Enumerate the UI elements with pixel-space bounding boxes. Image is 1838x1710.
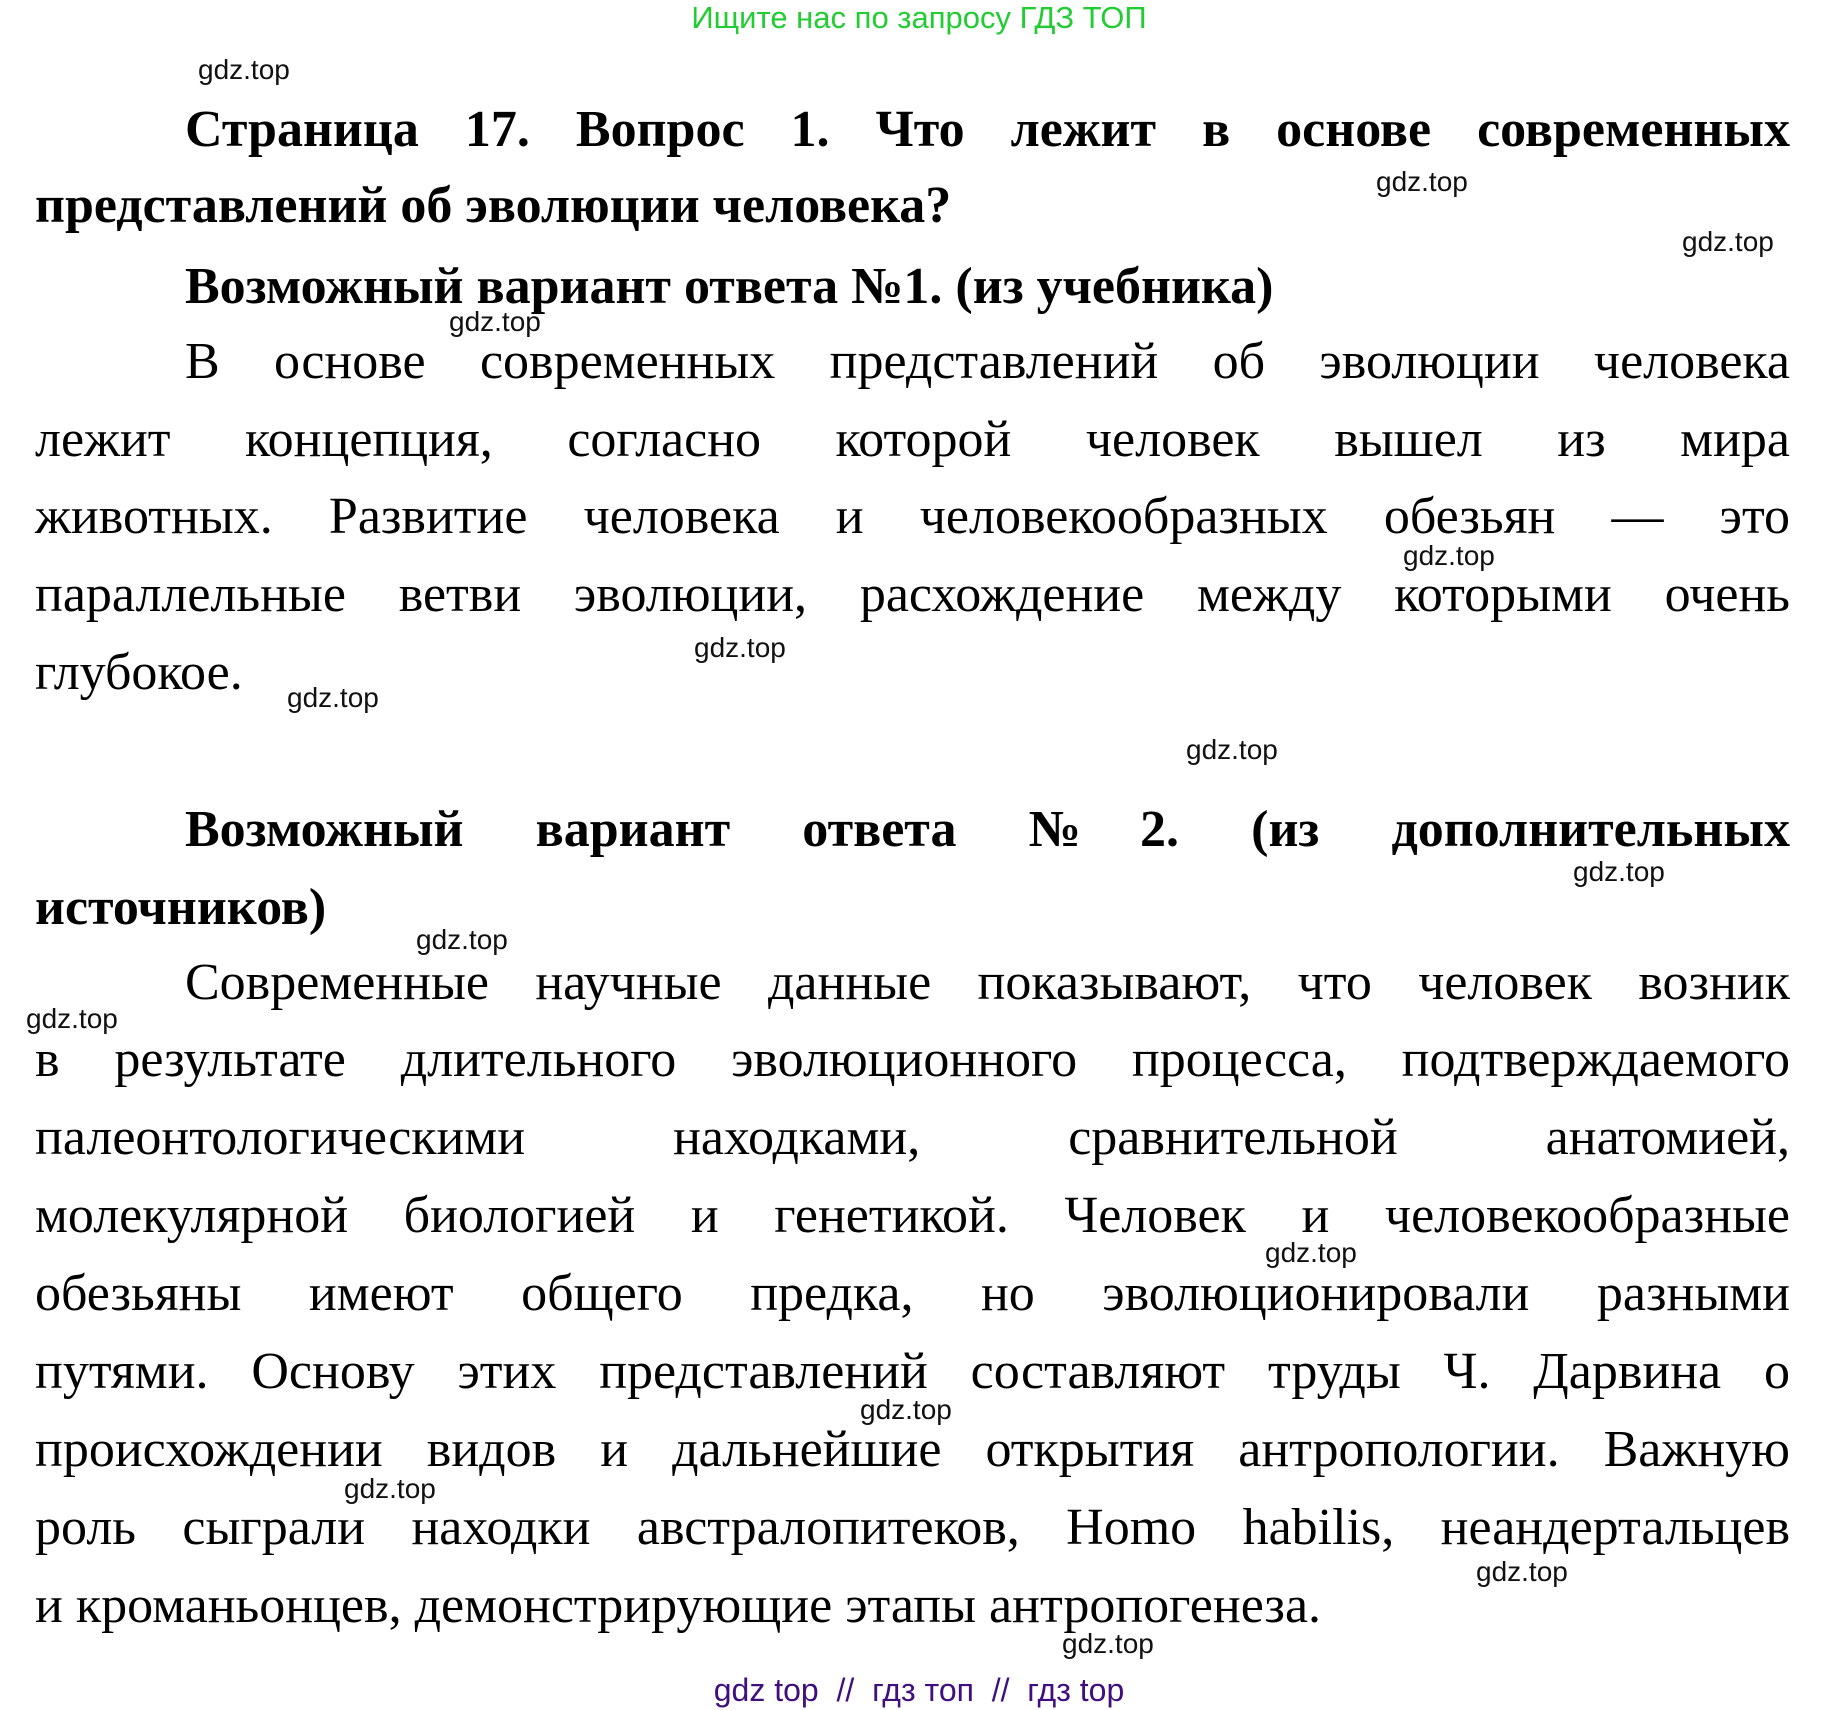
watermark: gdz.top <box>1376 166 1468 197</box>
watermark: gdz.top <box>1186 734 1278 765</box>
answer-2-line: в результате длительного эволюционного процесса, подтверждаемого <box>35 1031 1790 1088</box>
answer-2-line: молекулярной биологией и генетикой. Человек и человекообразные <box>35 1187 1790 1244</box>
answer-2-heading-line-1: Возможный вариант ответа №2. (из дополнительных <box>185 801 1790 858</box>
watermark: gdz.top <box>860 1394 952 1425</box>
question-title-line-1: Страница 17. Вопрос 1. Что лежит в основе современных <box>185 101 1790 158</box>
watermark: gdz.top <box>449 306 541 337</box>
watermark: gdz.top <box>1476 1556 1568 1587</box>
answer-1-line: параллельные ветви эволюции, расхождение между которыми очень <box>35 566 1790 623</box>
watermark: gdz.top <box>198 54 290 85</box>
answer-1-line: В основе современных представлений об эволюции человека <box>185 333 1790 390</box>
watermark: gdz.top <box>26 1003 118 1034</box>
answer-2-line: палеонтологическими находками, сравнительной анатомией, <box>35 1109 1790 1166</box>
watermark: gdz.top <box>416 924 508 955</box>
watermark: gdz.top <box>1265 1237 1357 1268</box>
search-promo-banner: Ищите нас по запросу ГДЗ ТОП <box>691 0 1147 35</box>
watermark: gdz.top <box>1682 226 1774 257</box>
answer-1-heading: Возможный вариант ответа №1. (из учебника) <box>185 258 1274 315</box>
answer-2-line: происхождении видов и дальнейшие открытия антропологии. Важную <box>35 1421 1790 1478</box>
watermark: gdz.top <box>1573 856 1665 887</box>
answer-2-line: и кроманьонцев, демонстрирующие этапы антропогенеза. <box>35 1577 1322 1634</box>
answer-2-line: Современные научные данные показывают, что человек возник <box>185 954 1790 1011</box>
watermark: gdz.top <box>344 1473 436 1504</box>
watermark: gdz.top <box>694 632 786 663</box>
footer-brand-links: gdz top // гдз топ // гдз top <box>713 1672 1125 1708</box>
answer-2-line: обезьяны имеют общего предка, но эволюционировали разными <box>35 1265 1790 1322</box>
answer-1-line: животных. Развитие человека и человекообразных обезьян — это <box>35 488 1790 545</box>
answer-1-line: лежит концепция, согласно которой человек вышел из мира <box>35 411 1790 468</box>
answer-2-line: роль сыграли находки австралопитеков, Homo habilis, неандертальцев <box>35 1499 1790 1556</box>
answer-2-heading-line-2: источников) <box>35 879 327 936</box>
watermark: gdz.top <box>287 682 379 713</box>
answer-1-line: глубокое. <box>35 644 243 701</box>
watermark: gdz.top <box>1062 1628 1154 1659</box>
answer-2-line: путями. Основу этих представлений составляют труды Ч. Дарвина о <box>35 1343 1790 1400</box>
watermark: gdz.top <box>1403 540 1495 571</box>
question-title-line-2: представлений об эволюции человека? <box>35 177 952 234</box>
